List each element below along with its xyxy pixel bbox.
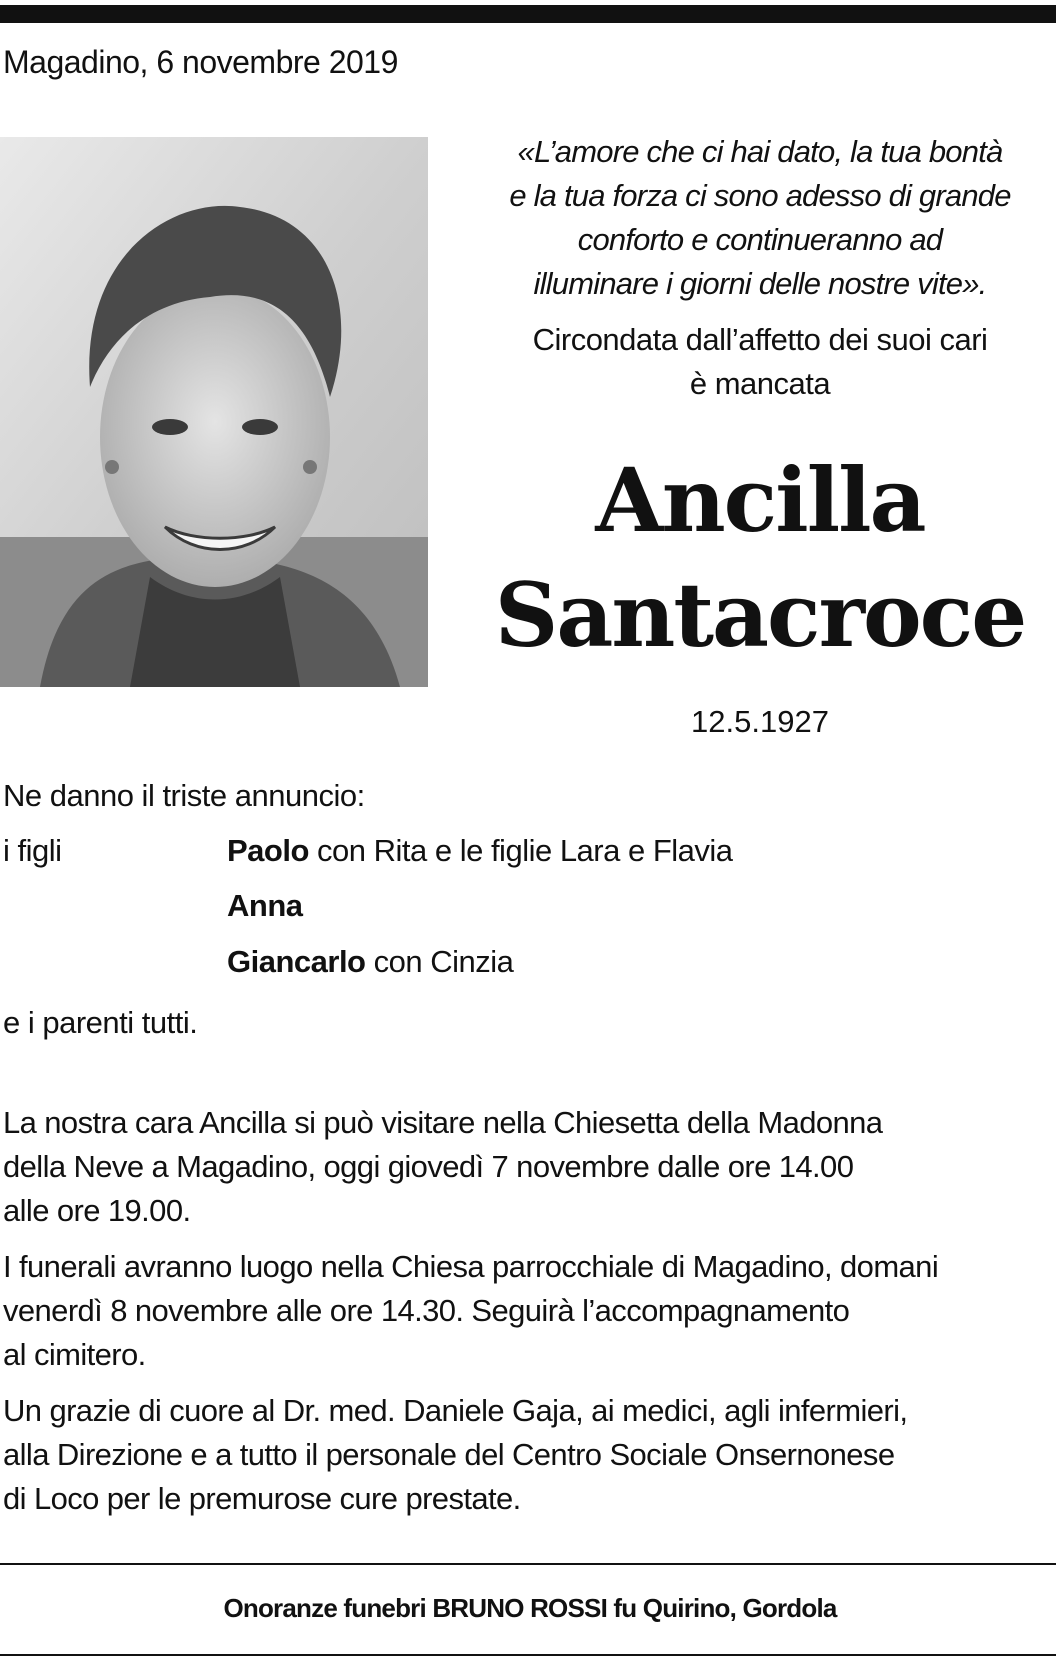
funeral-paragraph: I funerali avranno luogo nella Chiesa parrocchiale di Magadino, domani venerdì 8 novembre alle ore 14.30. Seguirà l’accompagnamento al cimitero. [3,1249,939,1372]
child-name: Anna [227,888,303,923]
footer-bottom-rule [0,1654,1056,1656]
funeral-home-credit: Onoranze funebri BRUNO ROSSI fu Quirino, Gordola [223,1593,837,1623]
child-companions: con Cinzia [365,944,514,979]
deceased-name: Ancilla Santacroce [494,448,1026,667]
visitation-paragraph: La nostra cara Ancilla si può visitare nella Chiesetta della Madonna della Neve a Magadino, oggi giovedì 7 novembre dalle ore 14.00 alle ore 19.00. [3,1105,883,1228]
family-row [3,944,1053,988]
relation-label: i figli [3,833,62,868]
child-name: Giancarlo [227,944,366,979]
announcement-heading: Ne danno il triste annuncio: [3,778,365,813]
family-row [3,888,1053,932]
portrait-photo [0,137,428,687]
dateline: Magadino, 6 novembre 2019 [3,44,398,80]
child-entry [227,833,733,869]
child-name: Paolo [227,833,309,868]
child-entry [227,944,513,980]
birth-date: 12.5.1927 [691,704,829,739]
memorial-quote: «L’amore che ci hai dato, la tua bontà e la tua forza ci sono adesso di grande conforto e continueranno ad illuminare i giorni delle nostre vite». [509,134,1011,301]
intro-text: Circondata dall’affetto dei suoi cari è mancata [532,322,988,401]
family-row [3,833,1053,877]
top-rule [0,5,1056,23]
relatives-line: e i parenti tutti. [3,1005,198,1040]
footer-top-rule [0,1563,1056,1565]
child-entry [227,888,303,924]
child-companions: con Rita e le figlie Lara e Flavia [308,833,733,868]
thanks-paragraph: Un grazie di cuore al Dr. med. Daniele Gaja, ai medici, agli infermieri, alla Direzione e a tutto il personale del Centro Sociale Onsernonese di Loco per le premurose cure prestate. [3,1393,908,1516]
